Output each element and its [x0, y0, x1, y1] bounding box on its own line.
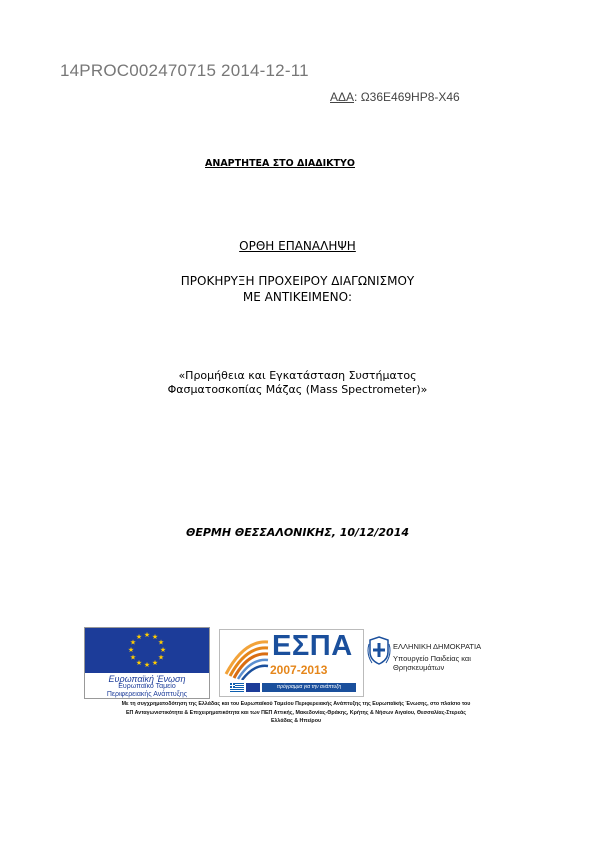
- notice-title-line-1: ΠΡΟΚΗΡΥΞΗ ΠΡΟΧΕΙΡΟΥ ΔΙΑΓΩΝΙΣΜΟΥ: [180, 274, 415, 288]
- document-reference-number: 14PROC002470715 2014-12-11: [60, 61, 309, 80]
- cofunding-statement: [80, 700, 512, 726]
- eu-flag-icon: [85, 628, 209, 673]
- svg-text:★: ★: [157, 638, 165, 647]
- eu-title: Ευρωπαϊκή Ένωση: [108, 674, 186, 684]
- svg-text:★: ★: [143, 631, 151, 639]
- correction-heading: ΟΡΘΗ ΕΠΑΝΑΛΗΨΗ: [239, 239, 356, 253]
- eu-fund-line-1: Ευρωπαϊκό Ταμείο: [118, 683, 176, 690]
- eu-mini-flag-icon: [246, 683, 260, 692]
- ada-code: [330, 90, 460, 104]
- svg-text:★: ★: [135, 659, 143, 667]
- greek-republic-label: ΕΛΛΗΝΙΚΗ ΔΗΜΟΚΡΑΤΙΑ: [393, 642, 482, 651]
- svg-text:★: ★: [127, 646, 135, 654]
- cofunding-line-2: ΕΠ Ανταγωνιστικότητα & Επιχειρηματικότητα και των ΠΕΠ Αττικής, Μακεδονίας-Θράκης, Κρήτης & Νήσων Αιγαίου, Θεσσαλίας-Στερεάς: [126, 709, 466, 716]
- eu-fund-line-2: Περιφερειακής Ανάπτυξης: [106, 691, 188, 698]
- ada-value: : Ω36Ε469ΗΡ8-Χ46: [354, 90, 460, 104]
- svg-text:★: ★: [143, 661, 151, 669]
- svg-text:★: ★: [157, 653, 165, 662]
- greek-emblem-icon: [367, 634, 391, 668]
- espa-slogan: πρόγραμμα για την ανάπτυξη: [262, 683, 356, 692]
- ministry-label: Υπουργείο Παιδείας και Θρησκευμάτων: [393, 654, 471, 672]
- subject-line-1: «Προμήθεια και Εγκατάσταση Συστήματος: [178, 369, 417, 382]
- espa-wordmark: ΕΣΠΑ: [272, 630, 353, 662]
- svg-text:★: ★: [129, 653, 137, 662]
- cofunding-line-3: Ελλάδας & Ηπείρου: [270, 718, 322, 724]
- subject-line-2: Φασματοσκοπίας Μάζας (Mass Spectrometer)»: [167, 383, 428, 396]
- svg-text:★: ★: [135, 633, 143, 641]
- ada-label: ΑΔΑ: [330, 90, 355, 104]
- svg-text:★: ★: [151, 633, 159, 641]
- greek-ministry-logo: [367, 634, 512, 674]
- internet-posting-notice: ΑΝΑΡΤΗΤΕΑ ΣΤΟ ΔΙΑΔΙΚΤΥΟ: [205, 158, 355, 169]
- place-and-date: ΘΕΡΜΗ ΘΕΣΣΑΛΟΝΙΚΗΣ, 10/12/2014: [186, 526, 409, 539]
- greek-flag-icon: [230, 683, 244, 692]
- svg-text:★: ★: [159, 646, 167, 654]
- espa-logo: [219, 629, 364, 697]
- svg-text:★: ★: [151, 659, 159, 667]
- espa-years: 2007-2013: [270, 663, 328, 677]
- notice-title-line-2: ΜΕ ΑΝΤΙΚΕΙΜΕΝΟ:: [242, 290, 353, 304]
- cofunding-line-1: Με τη συγχρηματοδότηση της Ελλάδας και του Ευρωπαϊκού Ταμείου Περιφερειακής Ανάπτυξης της Ευρωπαϊκής Ένωσης, στο πλαίσιο του: [121, 701, 471, 707]
- svg-text:★: ★: [129, 638, 137, 647]
- espa-swirl-icon: [224, 636, 270, 680]
- eu-logo: [84, 627, 210, 699]
